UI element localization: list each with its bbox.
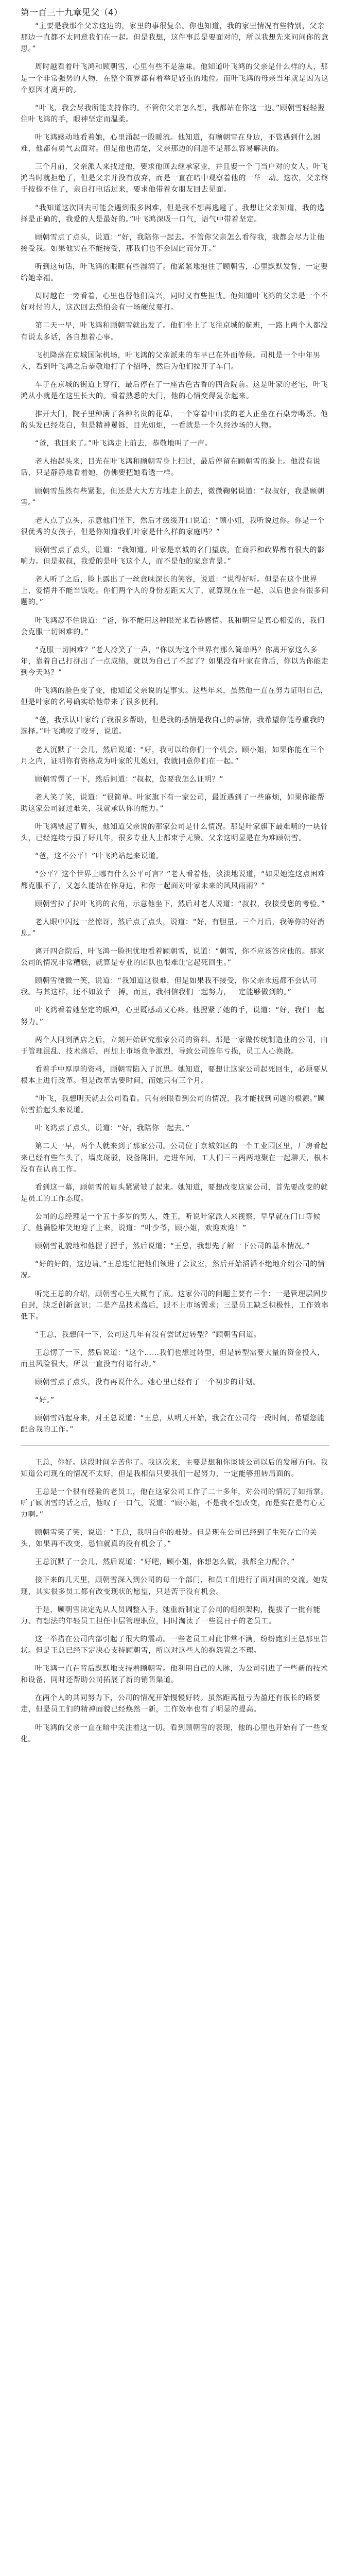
paragraph: 王总愣了一下，然后说道：“这个……我们也想过转型，但是转型需要大量的资金投入，而且风险很大，所以一直没有付诸行动。” xyxy=(21,1348,325,1369)
paragraph: 飞机降落在京城国际机场，叶飞鸿的父亲派来的车早已在外面等候。司机是一个中年男人，看到叶飞鸿之后恭敬地打了个招呼，然后为他们拉开了车门。 xyxy=(21,351,321,371)
paragraph: “爸，我承认叶家给了我很多帮助，但是我的感情是我自己的事情，我希望你能尊重我的选择。”叶飞鸿咬了咬牙，说道。 xyxy=(21,716,325,736)
paragraph: 顾朝雪点了点头，说道：“我知道。叶家是京城的名门望族，在商界和政界都有很大的影响力。但是叔叔，我爱的是叶飞这个人，而不是他的家庭背景。” xyxy=(21,546,325,566)
paragraph: “好。” xyxy=(35,1396,55,1405)
paragraph: 顾朝雪微微一笑，说道：“我知道这很难，但是如果我不接受，你父亲永远都不会认可我。与其这样，还不如放手一搏。而且，我相信我们一起努力，一定能够做到的。” xyxy=(21,977,318,997)
paragraph: 三个月前，父亲派人来找过他，要求他回去继承家业，并且娶一个门当户对的女人。叶飞鸿当时就拒绝了，但是父亲并没有放弃，而是一直在暗中观察着他的一举一动。这次，父亲终于按捺不住了，亲自打电话过来，要求他带着女朋友回去见面。 xyxy=(21,163,329,194)
paragraph: “我知道这次回去可能会遇到很多困难，但是我不想再逃避了。我想让父亲知道，我的选择是正确的，我爱的人是最好的。”叶飞鸿深吸一口气，语气中带着坚定。 xyxy=(21,204,325,224)
paragraph: 第二天一早，叶飞鸿和顾朝雪就出发了。他们坐上了飞往京城的航班，一路上两个人都没有说太多话，各自想着心事。 xyxy=(21,321,328,342)
paragraph: 王总沉默了一会儿，然后说道：“好吧，顾小姐，你想怎么做，我都全力配合。” xyxy=(35,1558,295,1567)
paragraph: 顾朝雪愣了一下，然后问道：“叔叔，您要我怎么证明？” xyxy=(35,775,224,784)
section-divider xyxy=(21,1445,329,1446)
paragraph: 顾朝雪拉了拉叶飞鸿的衣角，示意他坐下，然后对老人说道：“叔叔，我接受您的考验。” xyxy=(35,900,325,908)
paragraph: 叶飞鸿忍不住说道：“爸，你不能用这种眼光来看待感情。我和朝雪是真心相爱的，我们会克服一切困难的。” xyxy=(21,616,325,636)
paragraph: 听完王总的介绍，顾朝雪心里大概有了底。这家公司的问题主要有三个：一是管理层固步自封，缺乏创新意识；二是产品技术落后，跟不上市场需求；三是员工缺乏积极性，工作效率低下。 xyxy=(21,1290,329,1321)
paragraph: “叶飞，我会尽我所能支持你的。不管你父亲怎么想，我都站在你这一边。”顾朝雪轻轻握住叶飞鸿的手，眼神坚定而温柔。 xyxy=(21,104,325,124)
paragraph: 看着手中厚厚的资料，顾朝雪陷入了沉思。她知道，要想让这家公司起死回生，必须要从根本上进行改革。但是改革需要时间，而她只有三个月。 xyxy=(21,1065,328,1085)
paragraph: 离开四合院后，叶飞鸿一脸担忧地看着顾朝雪，说道：“朝雪，你不应该答应他的。那家公司的情况非常糟糕，就算是专业的团队也很难让它起死回生。” xyxy=(21,947,325,968)
paragraph: “叶飞，我想明天就去公司看看。只有亲眼看到公司的情况，我才能找到问题的根源。”顾朝雪抬起头来说道。 xyxy=(21,1095,325,1115)
paragraph: “好的好的，这边请。”王总连忙把他们领进了会议室，然后开始滔滔不绝地介绍公司的情况。 xyxy=(21,1260,325,1280)
paragraph: 顾朝雪点了点头，没有再说什么。她心里已经有了一个初步的计划。 xyxy=(35,1378,260,1387)
paragraph: “爸，我回来了。”叶飞鸿走上前去，恭敬地叫了一声。 xyxy=(35,439,213,448)
section-two xyxy=(21,1457,329,1745)
chapter-title: 第一百三十九章见父（4） xyxy=(21,8,122,18)
paragraph: 于是，顾朝雪决定先从人员调整入手。她重新制定了公司的组织架构，提拔了一批有能力、有想法的年轻员工担任中层管理职位，同时淘汰了一些混日子的老员工。 xyxy=(21,1605,321,1625)
paragraph: 在两个人的共同努力下，公司的情况开始慢慢好转。虽然距离扭亏为盈还有很长的路要走，但是员工们的精神面貌已经焕然一新，工作效率也有了明显的提高。 xyxy=(21,1694,321,1714)
paragraph: 老人抬起头来，目光在叶飞鸿和顾朝雪身上扫过，最后停留在顾朝雪的脸上。他没有说话，只是静静地看着她，仿佛要把她看透一样。 xyxy=(21,457,321,478)
paragraph: 老人笑了笑，说道：“很简单。叶家旗下有一家公司，最近遇到了一些麻烦，如果你能帮助这家公司渡过难关，我就承认你的能力。” xyxy=(21,793,325,813)
section-one xyxy=(21,21,329,1436)
paragraph: 周时越看着叶飞鸿和顾朝雪，心里有些不是滋味。他知道叶飞鸿的父亲是什么样的人，那是一个非常强势的人物，在整个商界都有着举足轻重的地位。而叶飞鸿的母亲当年就是因为这个原因才离开的。 xyxy=(21,63,329,94)
paragraph: 王总是一个很有经验的老员工，他在这家公司工作了二十多年，对公司的情况了如指掌。听了顾朝雪的话之后，他叹了一口气，说道：“顾小姐，不是我不想改变，而是实在是有心无力啊。” xyxy=(21,1487,328,1519)
paragraph: 周时越在一旁看着，心里也替他们高兴，同时又有些担忧。他知道叶飞鸿的父亲是一个不好对付的人，这次回去恐怕会有一场硬仗要打。 xyxy=(21,292,328,312)
paragraph: “王总，我想问一下，公司这几年有没有尝试过转型？”顾朝雪问道。 xyxy=(35,1330,261,1339)
paragraph: 老人沉默了一会儿，然后说道：“好，我可以给你们一个机会。顾小姐，如果你能在三个月之内，证明你有资格成为叶家的儿媳妇，我就同意你们在一起。” xyxy=(21,745,325,766)
paragraph: 顾朝雪站起身来，对王总说道：“王总，从明天开始，我会在公司待一段时间，希望您能配合我的工作。” xyxy=(21,1414,325,1434)
paragraph: 公司的总经理是一个五十多岁的男人，姓王，听说叶家派人来视察，早早就在门口等候了。他满脸堆笑地迎了上来，说道：“叶少爷，顾小姐，欢迎欢迎！” xyxy=(21,1212,321,1233)
paragraph: “公平？这个世界上哪有什么公平可言？”老人看着他，淡淡地说道，“如果她连这点困难都克服不了，又怎么能站在你身边，和你一起面对叶家未来的风风雨雨？” xyxy=(21,870,325,890)
paragraph: 这一举措在公司内部引起了很大的震动。一些老员工对此非常不满，纷纷跑到王总那里告状。但是王总已经下定决心支持顾朝雪，所以对这些人的抱怨置之不理。 xyxy=(21,1635,328,1655)
paragraph: 看到这一幕，顾朝雪的眉头紧紧皱了起来。她知道，要想改变这家公司，首先要改变的就是员工的工作态度。 xyxy=(21,1183,328,1203)
paragraph: “克服一切困难？”老人冷笑了一声，“你以为这个世界有那么简单吗？你离开家这么多年，靠着自己打拼出了一点成绩，就以为自己了不起了？如果没有叶家在背后，你以为你能走到今天吗？” xyxy=(21,646,329,677)
paragraph: 顾朝雪点了点头，说道：“好，我陪你一起去。不管你父亲怎么看待我，我都会尽力让他接受我。如果他实在不能接受，那我们也不会因此而分开。” xyxy=(21,233,325,253)
paragraph: 叶飞鸿感动地看着她，心里涌起一股暖流。他知道，有顾朝雪在身边，不管遇到什么困难，他都有勇气去面对。但是他也清楚，父亲那边的问题不是那么容易解决的。 xyxy=(21,133,321,154)
paragraph: 顾朝雪礼貌地和他握了握手，然后说道：“王总，我想先了解一下公司的基本情况。” xyxy=(35,1242,310,1251)
paragraph: 老人听了之后，脸上露出了一丝意味深长的笑容，说道：“说得好听。但是在这个世界上，爱情并不能当饭吃。你们两个人的身份差距太大了，就算现在在一起，以后也会有很多问题的。” xyxy=(21,575,329,607)
paragraph: 顾朝雪笑了笑，说道：“王总，我明白你的难处。但是现在公司已经到了生死存亡的关头，如果再不改变，恐怕就真的没有机会了。” xyxy=(21,1529,318,1549)
paragraph: 叶飞鸿皱起了眉头，他知道父亲说的那家公司是什么情况。那是叶家旗下最难啃的一块骨头，已经连续亏损了好几年，很多专业人士都束手无策。父亲这明显是在为难顾朝雪。 xyxy=(21,823,328,843)
paragraph: 叶飞鸿一直在背后默默地支持着顾朝雪。他利用自己的人脉，为公司引进了一些新的技术和设备，同时还帮助公司拓展了新的销售渠道。 xyxy=(21,1665,328,1685)
paragraph: 叶飞鸿的父亲一直在暗中关注着这一切。看到顾朝雪的表现，他的心里也开始有了一些变化。 xyxy=(21,1723,328,1743)
paragraph: 两个人回到酒店之后，立刻开始研究那家公司的资料。那是一家做传统制造业的公司，由于管理混乱、技术落后，再加上市场竞争激烈，导致公司连年亏损，员工人心涣散。 xyxy=(21,1036,328,1056)
paragraph: 老人点了点头，示意他们坐下，然后才缓缓开口说道：“顾小姐，我听说过你。你是一个很优秀的女孩子，但是你知道我们叶家是什么样的家庭吗？” xyxy=(21,516,325,536)
paragraph: 第二天一早，两个人就来到了那家公司。公司位于京城郊区的一个工业园区里，厂房看起来已经有些年头了，墙皮斑驳，设备陈旧。走进车间，工人们三三两两地聚在一起聊天，根本没有在认真工作。 xyxy=(21,1142,329,1174)
paragraph: 推开大门，院子里种满了各种名贵的花草，一个穿着中山装的老人正坐在石桌旁喝茶。他的头发已经花白，但是精神矍铄，目光如炬，一看就是一个久经沙场的人物。 xyxy=(21,410,328,430)
paragraph: 听到这句话，叶飞鸿的眼眶有些湿润了。他紧紧地抱住了顾朝雪，心里默默发誓，一定要给她幸福。 xyxy=(21,262,328,283)
paragraph: 顾朝雪虽然有些紧张，但还是大大方方地走上前去，微微鞠躬说道：“叔叔好，我是顾朝雪。” xyxy=(21,487,325,507)
paragraph: 接下来的几天里，顾朝雪深入到公司的每一个部门，和员工们进行了面对面的交流。她发现，其实很多员工都有改变现状的愿望，只是苦于没有机会。 xyxy=(21,1576,328,1596)
paragraph: 叶飞鸿点了点头，说道：“好，我陪你一起去。” xyxy=(35,1124,190,1133)
paragraph: 王总，你好。这段时间辛苦你了。我这次来，主要是想和你谈谈公司以后的发展方向。我知道公司现在的情况不太好，但是我相信只要我们一起努力，一定能够扭转局面的。 xyxy=(21,1458,328,1478)
paragraph: “爸，这不公平！”叶飞鸿站起来说道。 xyxy=(35,852,164,861)
paragraph: 车子在京城的街道上穿行，最后停在了一座古色古香的四合院前。这是叶家的老宅，叶飞鸿从小就是在这里长大的。看着熟悉的大门，他的心情变得复杂起来。 xyxy=(21,380,328,400)
paragraph: 老人眼中闪过一丝惊讶，然后点了点头，说道：“好，有胆量。三个月后，我等你的好消息。” xyxy=(21,918,325,938)
paragraph: 叶飞鸿看着她坚定的眼神，心里既感动又心疼。他握紧了她的手，说道：“好，我们一起努力。” xyxy=(21,1006,325,1026)
paragraph: “主要是我那个父亲这边的，家里的事很复杂。你也知道，我的家里情况有些特别，父亲那边一直都不太同意我们在一起。但是我想，这件事总是要面对的，所以我想先来问问你的意思。” xyxy=(21,22,329,54)
paragraph: 叶飞鸿的脸色变了变，他知道父亲说的是事实。这些年来，虽然他一直在努力证明自己，但是叶家的名号确实给他带来了很多便利。 xyxy=(21,687,328,707)
